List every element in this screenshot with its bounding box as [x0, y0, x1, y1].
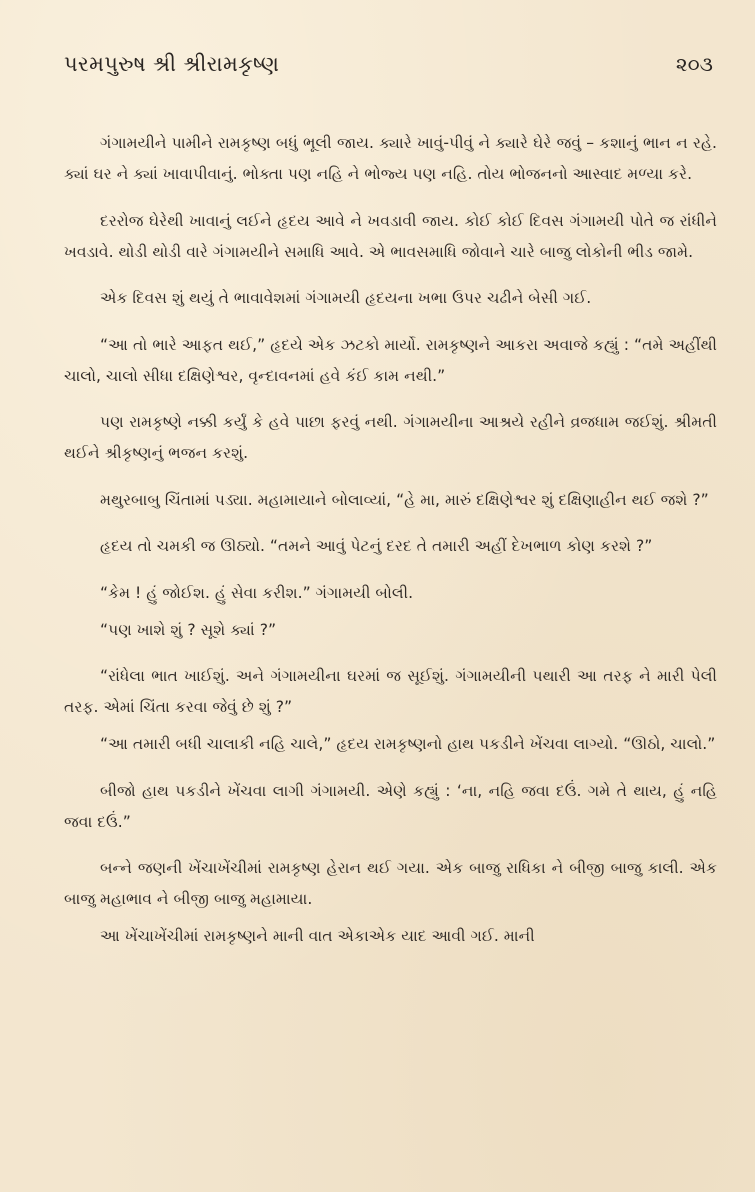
paragraph: બન્ને જણની ખેંચાખેંચીમાં રામકૃષ્ણ હેરાન થઈ ગયા. એક બાજુ રાધિકા ને બીજી બાજુ કાલી. એક બાજુ મહાભાવ ને બીજી બાજુ મહામાયા.	[64, 859, 717, 908]
paragraph: આ ખેંચાખેંચીમાં રામકૃષ્ણને માની વાત એકાએક યાદ આવી ગઈ. માની	[100, 927, 535, 945]
paragraph: “આ તો ભારે આફત થઈ,” હૃદયે એક ઝટકો માર્યો. રામકૃષ્ણને આકરા અવાજે કહ્યું : “તમે અહીંથી ચાલો, ચાલો સીધા દક્ષિણેશ્વર, વૃન્દાવનમાં હવે કંઈ કામ નથી.”	[64, 335, 717, 385]
page-header	[64, 52, 717, 98]
paragraph: પણ રામકૃષ્ણે નક્કી કર્યું કે હવે પાછા ફરવું નથી. ગંગામયીના આશ્રયે રહીને વ્રજધામ જઈશું. શ્રીમતી થઈને શ્રીકૃષ્ણનું ભજન કરશું.	[64, 413, 717, 462]
paragraph: એક દિવસ શું થયું તે ભાવાવેશમાં ગંગામયી હૃદયના ખભા ઉપર ચઢીને બેસી ગઈ.	[100, 289, 592, 307]
paragraph: “કેમ ! હું જોઈશ. હું સેવા કરીશ.” ગંગામયી બોલી.	[100, 583, 414, 602]
paragraph: “આ તમારી બધી ચાલાકી નહિ ચાલે,” હૃદય રામકૃષ્ણનો હાથ પકડીને ખેંચવા લાગ્યો. “ઊઠો, ચાલો.”	[100, 735, 716, 753]
running-title: પરમપુરુષ શ્રી શ્રીરામકૃષ્ણ	[64, 52, 280, 76]
paragraph: દરરોજ ઘેરેથી ખાવાનું લઈને હૃદય આવે ને ખવડાવી જાય. કોઈ કોઈ દિવસ ગંગામયી પોતે જ રાંધીને ખવડાવે. થોડી થોડી વારે ગંગામયીને સમાધિ આવે. એ ભાવસમાધિ જોવાને ચારે બાજુ લોકોની ભીડ જામે.	[64, 211, 717, 261]
body-text	[64, 128, 717, 952]
paragraph: હૃદય તો ચમકી જ ઊઠ્યો. “તમને આવું પેટનું દરદ તે તમારી અહીં દેખભાળ કોણ કરશે ?”	[100, 537, 653, 555]
paragraph: મથુરબાબુ ચિંતામાં પડ્યા. મહામાયાને બોલાવ્યાં, “હે મા, મારું દક્ષિણેશ્વર શું દક્ષિણાહીન થઈ જશે ?”	[100, 490, 709, 509]
paragraph: “રાંધેલા ભાત ખાઈશું. અને ગંગામયીના ઘરમાં જ સૂઈશું. ગંગામયીની પથારી આ તરફ ને મારી પેલી તરફ. એમાં ચિંતા કરવા જેવું છે શું ?”	[64, 667, 717, 716]
page-number: ૨૦૩	[675, 52, 713, 76]
paragraph: “પણ ખાશે શું ? સૂશે ક્યાં ?”	[100, 620, 277, 639]
paragraph: બીજો હાથ પકડીને ખેંચવા લાગી ગંગામયી. એણે કહ્યું : ‘ના, નહિ જવા દઉં. ગમે તે થાય, હું નહિ જવા દઉં.”	[64, 781, 717, 831]
paragraph: ગંગામયીને પામીને રામકૃષ્ણ બધું ભૂલી જાય. ક્યારે ખાવું-પીવું ને ક્યારે ઘેરે જવું – કશાનું ભાન ન રહે. ક્યાં ઘર ને ક્યાં ખાવાપીવાનું. ભોક્તા પણ નહિ ને ભોજ્ય પણ નહિ. તોય ભોજનનો આસ્વાદ મળ્યા કરે.	[64, 134, 717, 183]
